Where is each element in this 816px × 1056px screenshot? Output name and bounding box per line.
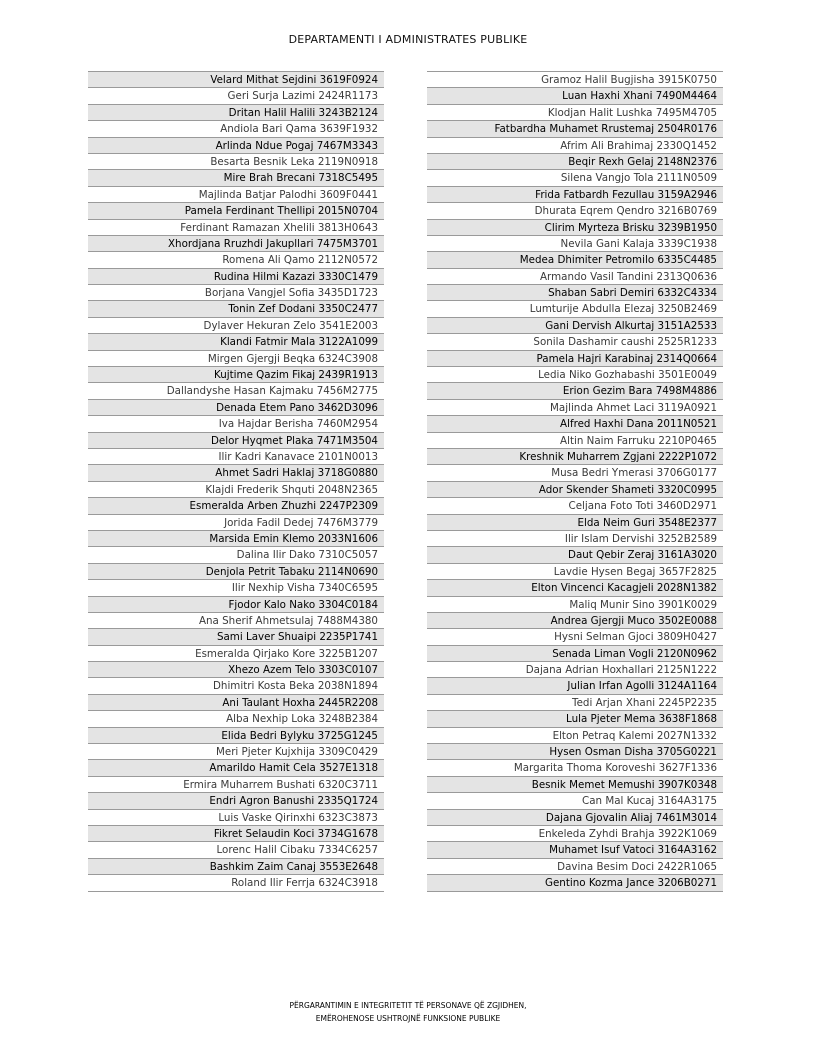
list-item: Dallandyshe Hasan Kajmaku 7456M2775 xyxy=(88,383,384,399)
list-item: Luan Haxhi Xhani 7490M4464 xyxy=(427,88,723,104)
list-item: Alfred Haxhi Dana 2011N0521 xyxy=(427,416,723,432)
list-item: Meri Pjeter Kujxhija 3309C0429 xyxy=(88,744,384,760)
list-item: Afrim Ali Brahimaj 2330Q1452 xyxy=(427,138,723,154)
list-item: Margarita Thoma Koroveshi 3627F1336 xyxy=(427,760,723,776)
list-item: Gani Dervish Alkurtaj 3151A2533 xyxy=(427,318,723,334)
list-item: Altin Naim Farruku 2210P0465 xyxy=(427,433,723,449)
list-item: Klajdi Frederik Shquti 2048N2365 xyxy=(88,482,384,498)
list-item: Lumturije Abdulla Elezaj 3250B2469 xyxy=(427,301,723,317)
list-item: Velard Mithat Sejdini 3619F0924 xyxy=(88,72,384,88)
list-item: Jorida Fadil Dedej 7476M3779 xyxy=(88,515,384,531)
list-item: Dhurata Eqrem Qendro 3216B0769 xyxy=(427,203,723,219)
list-item: Muhamet Isuf Vatoci 3164A3162 xyxy=(427,842,723,858)
list-item: Geri Surja Lazimi 2424R1173 xyxy=(88,88,384,104)
list-item: Davina Besim Doci 2422R1065 xyxy=(427,859,723,875)
list-item: Elida Bedri Bylyku 3725G1245 xyxy=(88,728,384,744)
list-item: Mire Brah Brecani 7318C5495 xyxy=(88,170,384,186)
list-item: Esmeralda Arben Zhuzhi 2247P2309 xyxy=(88,498,384,514)
list-item: Alba Nexhip Loka 3248B2384 xyxy=(88,711,384,727)
list-item: Ilir Kadri Kanavace 2101N0013 xyxy=(88,449,384,465)
list-item: Denada Etem Pano 3462D3096 xyxy=(88,400,384,416)
list-item: Ferdinant Ramazan Xhelili 3813H0643 xyxy=(88,220,384,236)
list-item: Mirgen Gjergji Beqka 6324C3908 xyxy=(88,351,384,367)
left-name-column xyxy=(88,71,384,892)
list-item: Bashkim Zaim Canaj 3553E2648 xyxy=(88,859,384,875)
list-item: Hysen Osman Disha 3705G0221 xyxy=(427,744,723,760)
list-item: Clirim Myrteza Brisku 3239B1950 xyxy=(427,220,723,236)
list-item: Frida Fatbardh Fezullau 3159A2946 xyxy=(427,187,723,203)
list-item: Klandi Fatmir Mala 3122A1099 xyxy=(88,334,384,350)
list-item: Amarildo Hamit Cela 3527E1318 xyxy=(88,760,384,776)
list-item: Besnik Memet Memushi 3907K0348 xyxy=(427,777,723,793)
list-item: Elda Neim Guri 3548E2377 xyxy=(427,515,723,531)
list-item: Roland Ilir Ferrja 6324C3918 xyxy=(88,875,384,891)
list-item: Iva Hajdar Berisha 7460M2954 xyxy=(88,416,384,432)
list-item: Arlinda Ndue Pogaj 7467M3343 xyxy=(88,138,384,154)
list-item: Medea Dhimiter Petromilo 6335C4485 xyxy=(427,252,723,268)
list-item: Besarta Besnik Leka 2119N0918 xyxy=(88,154,384,170)
list-item: Ana Sherif Ahmetsulaj 7488M4380 xyxy=(88,613,384,629)
list-item: Ermira Muharrem Bushati 6320C3711 xyxy=(88,777,384,793)
list-item: Dritan Halil Halili 3243B2124 xyxy=(88,105,384,121)
footer xyxy=(0,999,816,1025)
list-item: Gentino Kozma Jance 3206B0271 xyxy=(427,875,723,891)
list-item: Majlinda Ahmet Laci 3119A0921 xyxy=(427,400,723,416)
list-item: Dalina Ilir Dako 7310C5057 xyxy=(88,547,384,563)
list-item: Andiola Bari Qama 3639F1932 xyxy=(88,121,384,137)
list-item: Marsida Emin Klemo 2033N1606 xyxy=(88,531,384,547)
list-item: Pamela Ferdinant Thellipi 2015N0704 xyxy=(88,203,384,219)
list-item: Musa Bedri Ymerasi 3706G0177 xyxy=(427,465,723,481)
list-item: Tonin Zef Dodani 3350C2477 xyxy=(88,301,384,317)
list-item: Endri Agron Banushi 2335Q1724 xyxy=(88,793,384,809)
list-item: Nevila Gani Kalaja 3339C1938 xyxy=(427,236,723,252)
list-item: Lorenc Halil Cibaku 7334C6257 xyxy=(88,842,384,858)
list-item: Xhordjana Rruzhdi Jakupllari 7475M3701 xyxy=(88,236,384,252)
list-item: Dajana Adrian Hoxhallari 2125N1222 xyxy=(427,662,723,678)
list-item: Sami Laver Shuaipi 2235P1741 xyxy=(88,629,384,645)
list-item: Pamela Hajri Karabinaj 2314Q0664 xyxy=(427,351,723,367)
list-item: Fjodor Kalo Nako 3304C0184 xyxy=(88,597,384,613)
list-item: Celjana Foto Toti 3460D2971 xyxy=(427,498,723,514)
list-item: Senada Liman Vogli 2120N0962 xyxy=(427,646,723,662)
list-item: Armando Vasil Tandini 2313Q0636 xyxy=(427,269,723,285)
list-item: Elton Petraq Kalemi 2027N1332 xyxy=(427,728,723,744)
list-item: Daut Qebir Zeraj 3161A3020 xyxy=(427,547,723,563)
list-item: Elton Vincenci Kacagjeli 2028N1382 xyxy=(427,580,723,596)
list-item: Ador Skender Shameti 3320C0995 xyxy=(427,482,723,498)
list-item: Ani Taulant Hoxha 2445R2208 xyxy=(88,695,384,711)
list-item: Enkeleda Zyhdi Brahja 3922K1069 xyxy=(427,826,723,842)
list-item: Shaban Sabri Demiri 6332C4334 xyxy=(427,285,723,301)
list-item: Lavdie Hysen Begaj 3657F2825 xyxy=(427,564,723,580)
list-item: Andrea Gjergji Muco 3502E0088 xyxy=(427,613,723,629)
list-item: Julian Irfan Agolli 3124A1164 xyxy=(427,678,723,694)
list-item: Ilir Nexhip Visha 7340C6595 xyxy=(88,580,384,596)
list-item: Luis Vaske Qirinxhi 6323C3873 xyxy=(88,810,384,826)
right-name-column xyxy=(427,71,723,892)
list-item: Delor Hyqmet Plaka 7471M3504 xyxy=(88,433,384,449)
list-item: Gramoz Halil Bugjisha 3915K0750 xyxy=(427,72,723,88)
page-title: DEPARTAMENTI I ADMINISTRATES PUBLIKE xyxy=(288,33,528,46)
list-item: Esmeralda Qirjako Kore 3225B1207 xyxy=(88,646,384,662)
list-item: Sonila Dashamir caushi 2525R1233 xyxy=(427,334,723,350)
list-item: Beqir Rexh Gelaj 2148N2376 xyxy=(427,154,723,170)
list-item: Tedi Arjan Xhani 2245P2235 xyxy=(427,695,723,711)
list-item: Dylaver Hekuran Zelo 3541E2003 xyxy=(88,318,384,334)
list-item: Borjana Vangjel Sofia 3435D1723 xyxy=(88,285,384,301)
list-item: Fatbardha Muhamet Rrustemaj 2504R0176 xyxy=(427,121,723,137)
list-item: Fikret Selaudin Koci 3734G1678 xyxy=(88,826,384,842)
list-item: Rudina Hilmi Kazazi 3330C1479 xyxy=(88,269,384,285)
footer-line-2: EMËROHENOSE USHTROJNË FUNKSIONE PUBLIKE xyxy=(315,1014,501,1023)
list-item: Denjola Petrit Tabaku 2114N0690 xyxy=(88,564,384,580)
list-item: Ledia Niko Gozhabashi 3501E0049 xyxy=(427,367,723,383)
list-item: Ahmet Sadri Haklaj 3718G0880 xyxy=(88,465,384,481)
list-item: Klodjan Halit Lushka 7495M4705 xyxy=(427,105,723,121)
list-item: Lula Pjeter Mema 3638F1868 xyxy=(427,711,723,727)
list-item: Silena Vangjo Tola 2111N0509 xyxy=(427,170,723,186)
list-item: Hysni Selman Gjoci 3809H0427 xyxy=(427,629,723,645)
list-item: Kujtime Qazim Fikaj 2439R1913 xyxy=(88,367,384,383)
list-item: Erion Gezim Bara 7498M4886 xyxy=(427,383,723,399)
list-item: Romena Ali Qamo 2112N0572 xyxy=(88,252,384,268)
list-item: Ilir Islam Dervishi 3252B2589 xyxy=(427,531,723,547)
list-item: Dhimitri Kosta Beka 2038N1894 xyxy=(88,678,384,694)
list-item: Majlinda Batjar Palodhi 3609F0441 xyxy=(88,187,384,203)
list-item: Maliq Munir Sino 3901K0029 xyxy=(427,597,723,613)
list-item: Kreshnik Muharrem Zgjani 2222P1072 xyxy=(427,449,723,465)
footer-line-1: PËRGARANTIMIN E INTEGRITETIT TË PERSONAVE QË ZGJIDHEN, xyxy=(289,1001,527,1010)
list-item: Dajana Gjovalin Aliaj 7461M3014 xyxy=(427,810,723,826)
list-item: Xhezo Azem Telo 3303C0107 xyxy=(88,662,384,678)
list-item: Can Mal Kucaj 3164A3175 xyxy=(427,793,723,809)
